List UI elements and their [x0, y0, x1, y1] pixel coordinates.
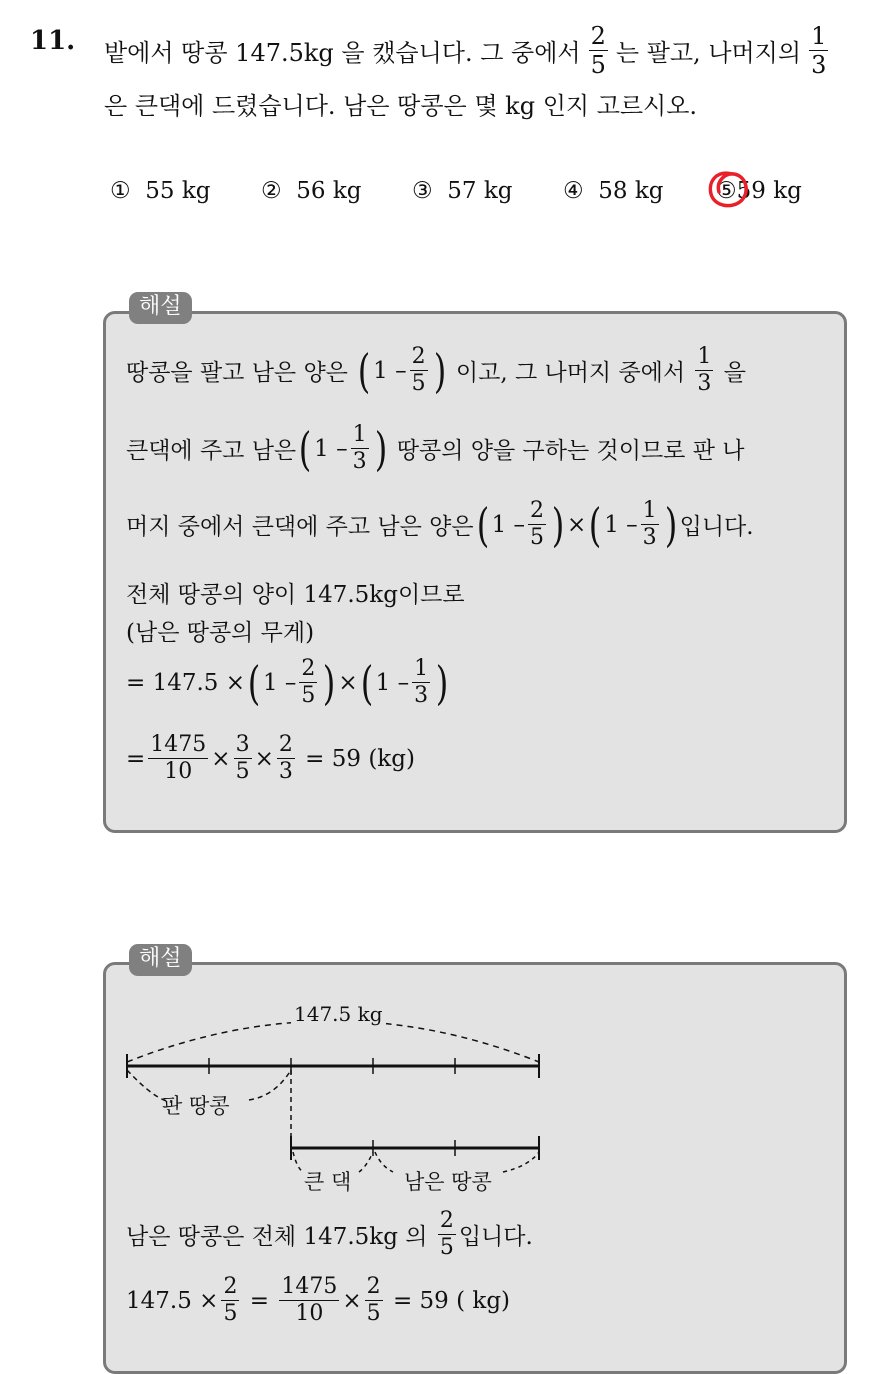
- fraction-2-5: $\frac{2}{5}$: [439, 1208, 454, 1260]
- solution2-line-2: 147.5 × $\frac{2}{5}$ = $\frac{1475}{10}$ × $\frac{2}{5}$ = 59 ( kg): [126, 1274, 511, 1326]
- question-line-1: [104, 24, 831, 77]
- fraction-1-3: $\frac{1}{3}$: [414, 656, 429, 708]
- fraction-1-3: $\frac{1}{3}$: [811, 22, 827, 79]
- fraction-1475-10: $\frac{1475}{10}$: [150, 732, 207, 784]
- solution1-line-6: = 147.5 × ( 1 – $\frac{2}{5}$ ) × ( 1 – $\frac{1}{3}$ ): [126, 655, 449, 710]
- fraction-1475-10: $\frac{1475}{10}$: [281, 1274, 338, 1326]
- question-text-b: 는 팔고, 나머지의: [615, 39, 802, 67]
- solution1-line-2: 큰댁에 주고 남은 ( 1 – $\frac{1}{3}$ ) 땅콩의 양을 구하는 것이므로 판 나: [126, 421, 745, 476]
- fraction-1-3: $\frac{1}{3}$: [352, 422, 367, 474]
- solution-tag-2: 해설: [129, 944, 192, 976]
- fraction-2-5: $\frac{2}{5}$: [590, 22, 606, 79]
- fraction-1-3: $\frac{1}{3}$: [642, 498, 657, 550]
- choice-3[interactable]: ③ 57 kg: [412, 178, 513, 204]
- solution1-line-3: 머지 중에서 큰댁에 주고 남은 양은 ( 1 – $\frac{2}{5}$ ) × ( 1 – $\frac{1}{3}$ ) 입니다.: [126, 497, 754, 552]
- choice-4[interactable]: ④ 58 kg: [563, 178, 664, 204]
- fraction-2-5: $\frac{2}{5}$: [301, 656, 316, 708]
- choice-1[interactable]: ① 55 kg: [110, 178, 211, 204]
- answer-circle-mark-icon: [702, 164, 754, 216]
- solution1-line-4: 전체 땅콩의 양이 147.5kg이므로: [126, 582, 465, 608]
- fraction-1-3: $\frac{1}{3}$: [697, 344, 712, 396]
- solution2-line-1: 남은 땅콩은 전체 147.5kg 의 $\frac{2}{5}$ 입니다.: [126, 1208, 533, 1260]
- choice-5[interactable]: ⑤59 kg: [716, 178, 802, 204]
- question-number: 11.: [30, 26, 76, 56]
- fraction-2-5: $\frac{2}{5}$: [223, 1274, 238, 1326]
- fraction-2-3: $\frac{2}{3}$: [278, 732, 293, 784]
- total-arc: [127, 1021, 539, 1062]
- solution1-line-1: 땅콩을 팔고 남은 양은 ( 1 – $\frac{2}{5}$ ) 이고, 그 나머지 중에서 $\frac{1}{3}$ 을: [126, 343, 746, 398]
- diagram-total-label: 147.5 kg: [291, 1002, 386, 1026]
- choice-2[interactable]: ② 56 kg: [261, 178, 362, 204]
- fraction-2-5: $\frac{2}{5}$: [411, 344, 426, 396]
- question-line-2: 은 큰댁에 드렸습니다. 남은 땅콩은 몇 kg 인지 고르시오.: [104, 92, 698, 120]
- fraction-2-5: $\frac{2}{5}$: [366, 1274, 381, 1326]
- solution1-line-7: = $\frac{1475}{10}$ × $\frac{3}{5}$ × $\frac{2}{3}$ = 59 (kg): [126, 732, 415, 784]
- question-text-a: 밭에서 땅콩 147.5kg 을 캤습니다. 그 중에서: [104, 39, 581, 67]
- diagram-sold-label: 판 땅콩: [162, 1094, 230, 1118]
- solution1-line-5: (남은 땅콩의 무게): [126, 620, 315, 646]
- fraction-2-5: $\frac{2}{5}$: [530, 498, 545, 550]
- diagram-aunt-label: 큰 댁: [304, 1170, 352, 1194]
- solution-tag-1: 해설: [129, 292, 192, 324]
- fraction-3-5: $\frac{3}{5}$: [235, 732, 250, 784]
- diagram-remaining-label: 남은 땅콩: [404, 1170, 492, 1194]
